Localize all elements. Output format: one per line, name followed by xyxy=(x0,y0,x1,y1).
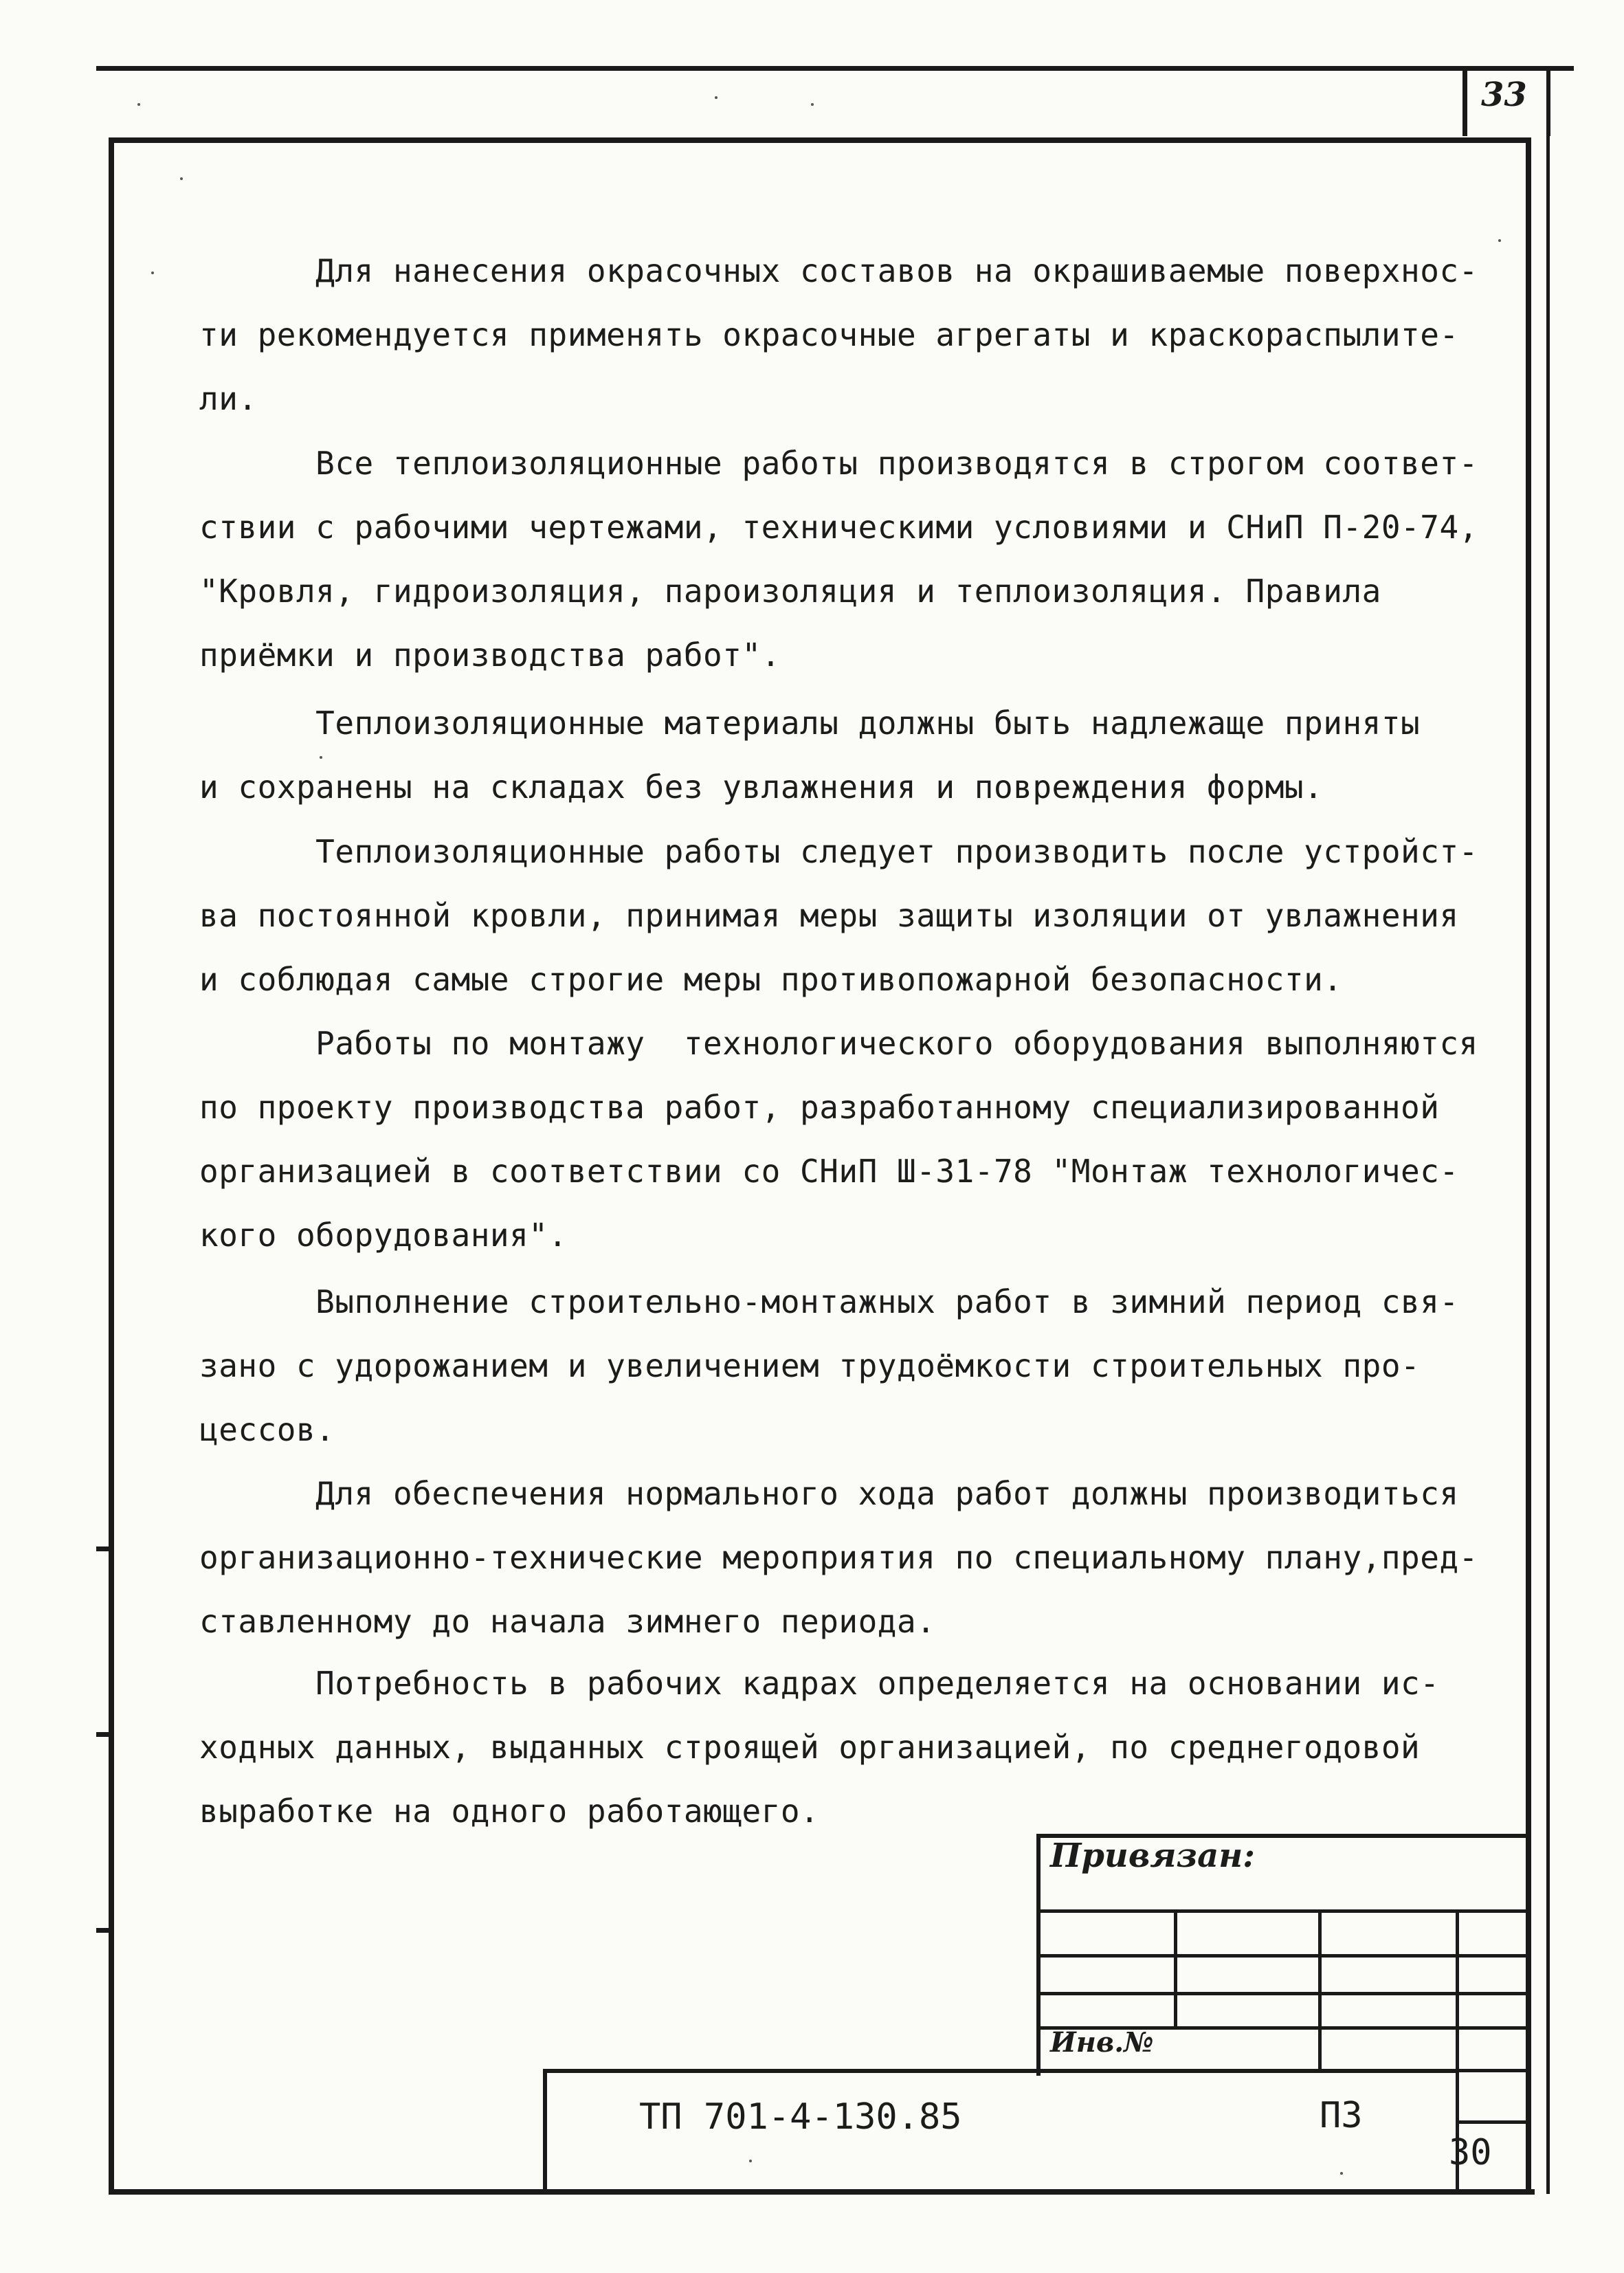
scan-speck xyxy=(151,271,154,274)
paragraph-equipment-install xyxy=(199,1012,1505,1267)
text-line: ствии с рабочими чертежами, техническими условиями и СНиП П-20-74, xyxy=(199,509,1478,546)
margin-tick xyxy=(96,1732,114,1737)
margin-tick xyxy=(96,1928,114,1933)
bottom-rule xyxy=(109,2189,1535,2195)
text-line: Выполнение строительно-монтажных работ в зимний период свя- xyxy=(199,1283,1459,1320)
text-line: Все теплоизоляционные работы производятся в строгом соответ- xyxy=(199,445,1478,482)
paragraph-insulation-works xyxy=(199,432,1505,687)
paragraph-winter-works xyxy=(199,1270,1505,1462)
text-line: Работы по монтажу технологического оборудования выполняются xyxy=(199,1025,1478,1062)
scan-speck xyxy=(715,96,718,99)
margin-tick xyxy=(96,1546,114,1551)
paragraph-workforce xyxy=(199,1652,1505,1843)
text-line: и соблюдая самые строгие меры противопожарной безопасности. xyxy=(199,961,1343,998)
text-line: выработке на одного работающего. xyxy=(199,1793,820,1830)
binding-label: Привязан: xyxy=(1050,1837,1255,1875)
text-line: "Кровля, гидроизоляция, пароизоляция и теплоизоляция. Правила xyxy=(199,573,1381,610)
text-line: организационно-технические мероприятия по специальному плану,пред- xyxy=(199,1539,1478,1576)
text-line: Теплоизоляционные работы следует производить после устройст- xyxy=(199,833,1478,870)
text-line: кого оборудования". xyxy=(199,1217,568,1254)
text-line: по проекту производства работ, разработанному специализированной xyxy=(199,1089,1440,1126)
text-line: Для обеспечения нормального хода работ должны производиться xyxy=(199,1475,1459,1512)
scan-speck xyxy=(320,756,322,759)
paragraph-insulation-materials xyxy=(199,691,1505,819)
page-number: 33 xyxy=(1481,76,1527,114)
document-type: ПЗ xyxy=(1320,2095,1363,2136)
paragraph-roofing xyxy=(199,820,1505,1012)
text-line: ва постоянной кровли, принимая меры защиты изоляции от увлажнения xyxy=(199,897,1459,934)
document-code: ТП 701-4-130.85 xyxy=(639,2096,962,2138)
scan-speck xyxy=(749,2160,752,2162)
text-line: Теплоизоляционные материалы должны быть надлежаще приняты xyxy=(199,705,1421,742)
paragraph-winter-plan xyxy=(199,1462,1505,1654)
text-line: ставленному до начала зимнего периода. xyxy=(199,1603,936,1640)
scan-speck xyxy=(137,103,140,106)
text-line: и сохранены на складах без увлажнения и повреждения формы. xyxy=(199,768,1324,806)
text-line: Потребность в рабочих кадрах определяется на основании ис- xyxy=(199,1665,1440,1702)
text-line: приёмки и производства работ". xyxy=(199,636,781,674)
scan-speck xyxy=(180,177,183,180)
text-line: ходных данных, выданных строящей организацией, по среднегодовой xyxy=(199,1729,1421,1766)
text-line: цессов. xyxy=(199,1411,335,1448)
sheet-count: 30 xyxy=(1449,2132,1492,2173)
text-line: ли. xyxy=(199,380,258,417)
text-line: организацией в соответствии со СНиП Ш-31-78 "Монтаж технологичес- xyxy=(199,1153,1459,1190)
scan-speck xyxy=(1498,239,1501,242)
text-line: ти рекомендуется применять окрасочные агрегаты и краскораспылите- xyxy=(199,316,1459,353)
right-outer-rule xyxy=(1546,135,1550,2194)
top-rule xyxy=(96,66,1574,71)
scan-speck xyxy=(1340,2172,1343,2175)
text-line: зано с удорожанием и увеличением трудоёмкости строительных про- xyxy=(199,1347,1421,1384)
scan-speck xyxy=(811,103,814,106)
inventory-label: Инв.№ xyxy=(1050,2026,1154,2059)
paragraph-painting xyxy=(199,239,1505,431)
text-line: Для нанесения окрасочных составов на окрашиваемые поверхнос- xyxy=(199,252,1478,289)
